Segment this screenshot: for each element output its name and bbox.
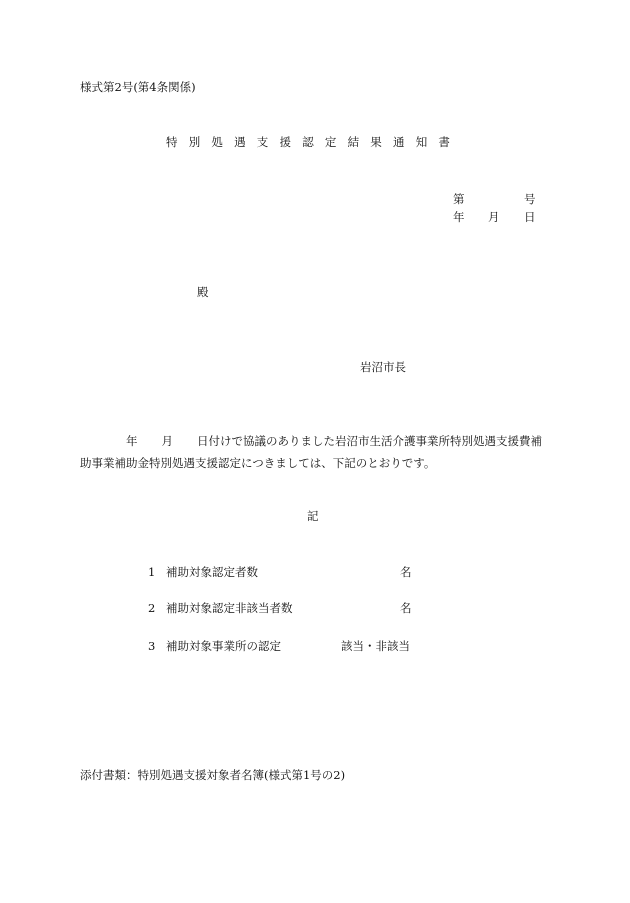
item-value: 名 <box>400 601 412 615</box>
item-number: 2 <box>148 601 156 615</box>
body-year: 年 <box>126 434 138 448</box>
date-day-label: 日 <box>524 210 536 224</box>
number-suffix: 号 <box>524 192 536 206</box>
date-month-label: 月 <box>488 210 500 224</box>
number-prefix: 第 <box>453 192 465 206</box>
item-number: 1 <box>148 565 156 579</box>
addressee-suffix: 殿 <box>197 285 209 299</box>
form-number: 様式第2号(第4条関係) <box>80 80 196 94</box>
body-month: 月 <box>161 434 173 448</box>
ki-heading: 記 <box>307 509 319 523</box>
item-value: 名 <box>400 565 412 579</box>
attachment-note: 添付書類：特別処遇支援対象者名簿(様式第1号の2) <box>80 768 346 782</box>
body-line-2: 助事業補助金特別処遇支援認定につきましては、下記のとおりです。 <box>80 456 436 470</box>
body-line-1 <box>80 436 542 448</box>
item-label: 補助対象事業所の認定 <box>166 639 281 653</box>
body-text-1: 日付けで協議のありました岩沼市生活介護事業所特別処遇支援費補 <box>197 434 542 448</box>
item-label: 補助対象認定非該当者数 <box>166 601 293 615</box>
sender-name: 岩沼市長 <box>360 360 406 374</box>
item-number: 3 <box>148 639 156 653</box>
date-year-label: 年 <box>453 210 465 224</box>
item-label: 補助対象認定者数 <box>166 565 258 579</box>
document-title: 特別処遇支援認定結果通知書 <box>166 135 462 149</box>
item-value: 該当・非該当 <box>341 639 410 653</box>
